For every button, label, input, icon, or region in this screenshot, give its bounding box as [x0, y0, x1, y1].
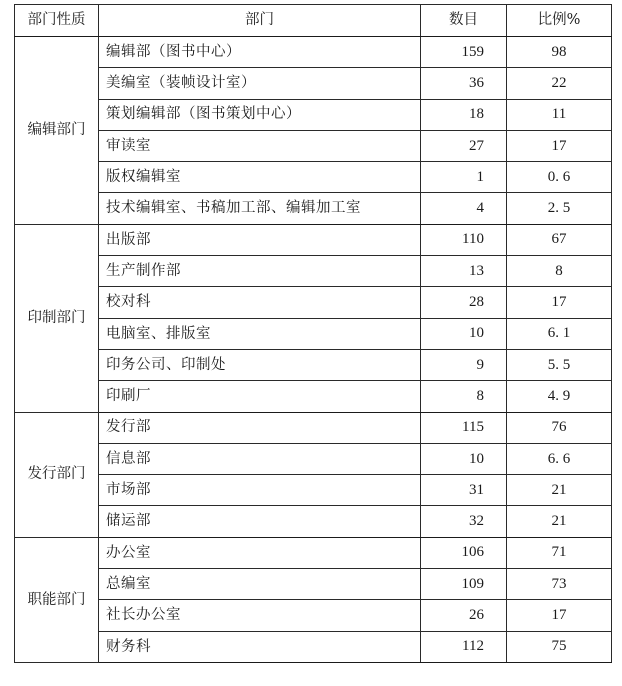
- dept-cell: 电脑室、排版室: [99, 318, 421, 349]
- table-row: [15, 506, 612, 537]
- table-row: [15, 130, 612, 161]
- table-row: [15, 287, 612, 318]
- count-cell: 18: [421, 99, 507, 130]
- table-row: [15, 224, 612, 255]
- pct-cell: 21: [507, 475, 612, 506]
- dept-cell: 版权编辑室: [99, 162, 421, 193]
- table-row: [15, 318, 612, 349]
- count-cell: 106: [421, 537, 507, 568]
- group-type-cell: 印制部门: [15, 224, 99, 412]
- pct-cell: 4. 9: [507, 381, 612, 412]
- pct-cell: 75: [507, 631, 612, 662]
- count-cell: 159: [421, 37, 507, 68]
- pct-cell: 2. 5: [507, 193, 612, 224]
- dept-cell: 编辑部（图书中心）: [99, 37, 421, 68]
- pct-cell: 11: [507, 99, 612, 130]
- dept-cell: 总编室: [99, 569, 421, 600]
- table-row: [15, 37, 612, 68]
- header-count: 数目: [421, 5, 507, 37]
- group-type-cell: 发行部门: [15, 412, 99, 537]
- count-cell: 28: [421, 287, 507, 318]
- dept-cell: 信息部: [99, 443, 421, 474]
- dept-cell: 发行部: [99, 412, 421, 443]
- count-cell: 26: [421, 600, 507, 631]
- pct-cell: 17: [507, 287, 612, 318]
- table-row: [15, 193, 612, 224]
- dept-cell: 美编室（装帧设计室）: [99, 68, 421, 99]
- pct-cell: 67: [507, 224, 612, 255]
- header-row: [15, 5, 612, 37]
- dept-cell: 出版部: [99, 224, 421, 255]
- dept-cell: 策划编辑部（图书策划中心）: [99, 99, 421, 130]
- table-row: [15, 475, 612, 506]
- group-type-cell: 编辑部门: [15, 37, 99, 225]
- dept-cell: 校对科: [99, 287, 421, 318]
- dept-cell: 财务科: [99, 631, 421, 662]
- count-cell: 112: [421, 631, 507, 662]
- pct-cell: 0. 6: [507, 162, 612, 193]
- dept-cell: 社长办公室: [99, 600, 421, 631]
- dept-cell: 生产制作部: [99, 256, 421, 287]
- pct-cell: 71: [507, 537, 612, 568]
- pct-cell: 6. 1: [507, 318, 612, 349]
- count-cell: 32: [421, 506, 507, 537]
- table-row: [15, 600, 612, 631]
- pct-cell: 6. 6: [507, 443, 612, 474]
- count-cell: 8: [421, 381, 507, 412]
- count-cell: 115: [421, 412, 507, 443]
- table-row: [15, 349, 612, 380]
- count-cell: 27: [421, 130, 507, 161]
- group-type-cell: 职能部门: [15, 537, 99, 662]
- table-row: [15, 537, 612, 568]
- pct-cell: 76: [507, 412, 612, 443]
- count-cell: 1: [421, 162, 507, 193]
- pct-cell: 98: [507, 37, 612, 68]
- count-cell: 9: [421, 349, 507, 380]
- pct-cell: 5. 5: [507, 349, 612, 380]
- table-row: [15, 256, 612, 287]
- header-dept: 部门: [99, 5, 421, 37]
- dept-cell: 储运部: [99, 506, 421, 537]
- table-row: [15, 443, 612, 474]
- table-row: [15, 381, 612, 412]
- count-cell: 4: [421, 193, 507, 224]
- table-row: [15, 68, 612, 99]
- table-body: [15, 37, 612, 663]
- pct-cell: 21: [507, 506, 612, 537]
- table-row: [15, 412, 612, 443]
- pct-cell: 73: [507, 569, 612, 600]
- count-cell: 13: [421, 256, 507, 287]
- header-pct: 比例%: [507, 5, 612, 37]
- dept-cell: 市场部: [99, 475, 421, 506]
- count-cell: 109: [421, 569, 507, 600]
- table-row: [15, 162, 612, 193]
- pct-cell: 17: [507, 130, 612, 161]
- dept-cell: 技术编辑室、书稿加工部、编辑加工室: [99, 193, 421, 224]
- table-row: [15, 631, 612, 662]
- dept-cell: 办公室: [99, 537, 421, 568]
- pct-cell: 8: [507, 256, 612, 287]
- dept-cell: 印务公司、印制处: [99, 349, 421, 380]
- count-cell: 110: [421, 224, 507, 255]
- department-table: [14, 4, 612, 663]
- count-cell: 10: [421, 443, 507, 474]
- pct-cell: 17: [507, 600, 612, 631]
- count-cell: 10: [421, 318, 507, 349]
- count-cell: 31: [421, 475, 507, 506]
- count-cell: 36: [421, 68, 507, 99]
- dept-cell: 审读室: [99, 130, 421, 161]
- dept-cell: 印刷厂: [99, 381, 421, 412]
- table-row: [15, 99, 612, 130]
- pct-cell: 22: [507, 68, 612, 99]
- table-row: [15, 569, 612, 600]
- header-type: 部门性质: [15, 5, 99, 37]
